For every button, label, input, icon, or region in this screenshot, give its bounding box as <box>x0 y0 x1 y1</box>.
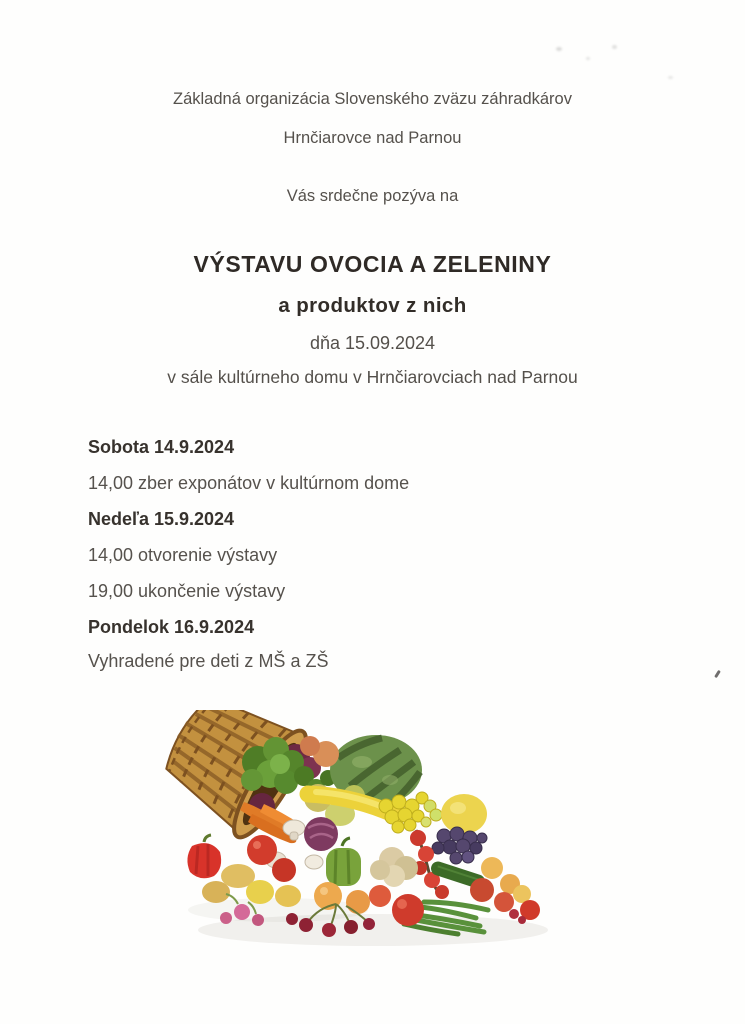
basket-of-fruits-and-vegetables-photo <box>158 710 588 955</box>
event-title: VÝSTAVU OVOCIA A ZELENINY <box>193 251 552 277</box>
organization-town: Hrnčiarovce nad Parnou <box>283 129 462 147</box>
cauliflower <box>370 847 418 887</box>
event-subtitle: a produktov z nich <box>278 294 467 317</box>
event-venue: v sále kultúrneho domu v Hrnčiarovciach nad Parnou <box>167 367 578 387</box>
schedule-item-collection: 14,00 zber exponátov v kultúrnom dome <box>88 473 410 493</box>
schedule-day-monday: Pondelok 16.9.2024 <box>88 617 255 637</box>
scan-speck <box>556 47 562 51</box>
organization-name: Základná organizácia Slovenského zväzu záhradkárov <box>173 90 572 108</box>
red-pepper <box>187 835 221 878</box>
yellow-melon <box>441 794 487 834</box>
schedule-item-closing: 19,00 ukončenie výstavy <box>88 581 286 601</box>
schedule-day-sunday: Nedeľa 15.9.2024 <box>88 509 235 529</box>
scan-speck <box>668 76 673 79</box>
invitation-line: Vás srdečne pozýva na <box>286 187 459 205</box>
purple-grapes <box>432 827 487 864</box>
red-cabbage <box>304 817 338 851</box>
schedule-item-schools: Vyhradené pre deti z MŠ a ZŠ <box>88 651 329 671</box>
schedule-day-saturday: Sobota 14.9.2024 <box>88 437 235 457</box>
scan-speck <box>586 57 590 60</box>
scan-speck <box>714 670 721 678</box>
right-fruit <box>470 857 540 924</box>
big-tomato <box>392 894 424 926</box>
event-date: dňa 15.09.2024 <box>309 333 436 353</box>
schedule-item-opening: 14,00 otvorenie výstavy <box>88 545 278 565</box>
scan-speck <box>612 45 617 49</box>
